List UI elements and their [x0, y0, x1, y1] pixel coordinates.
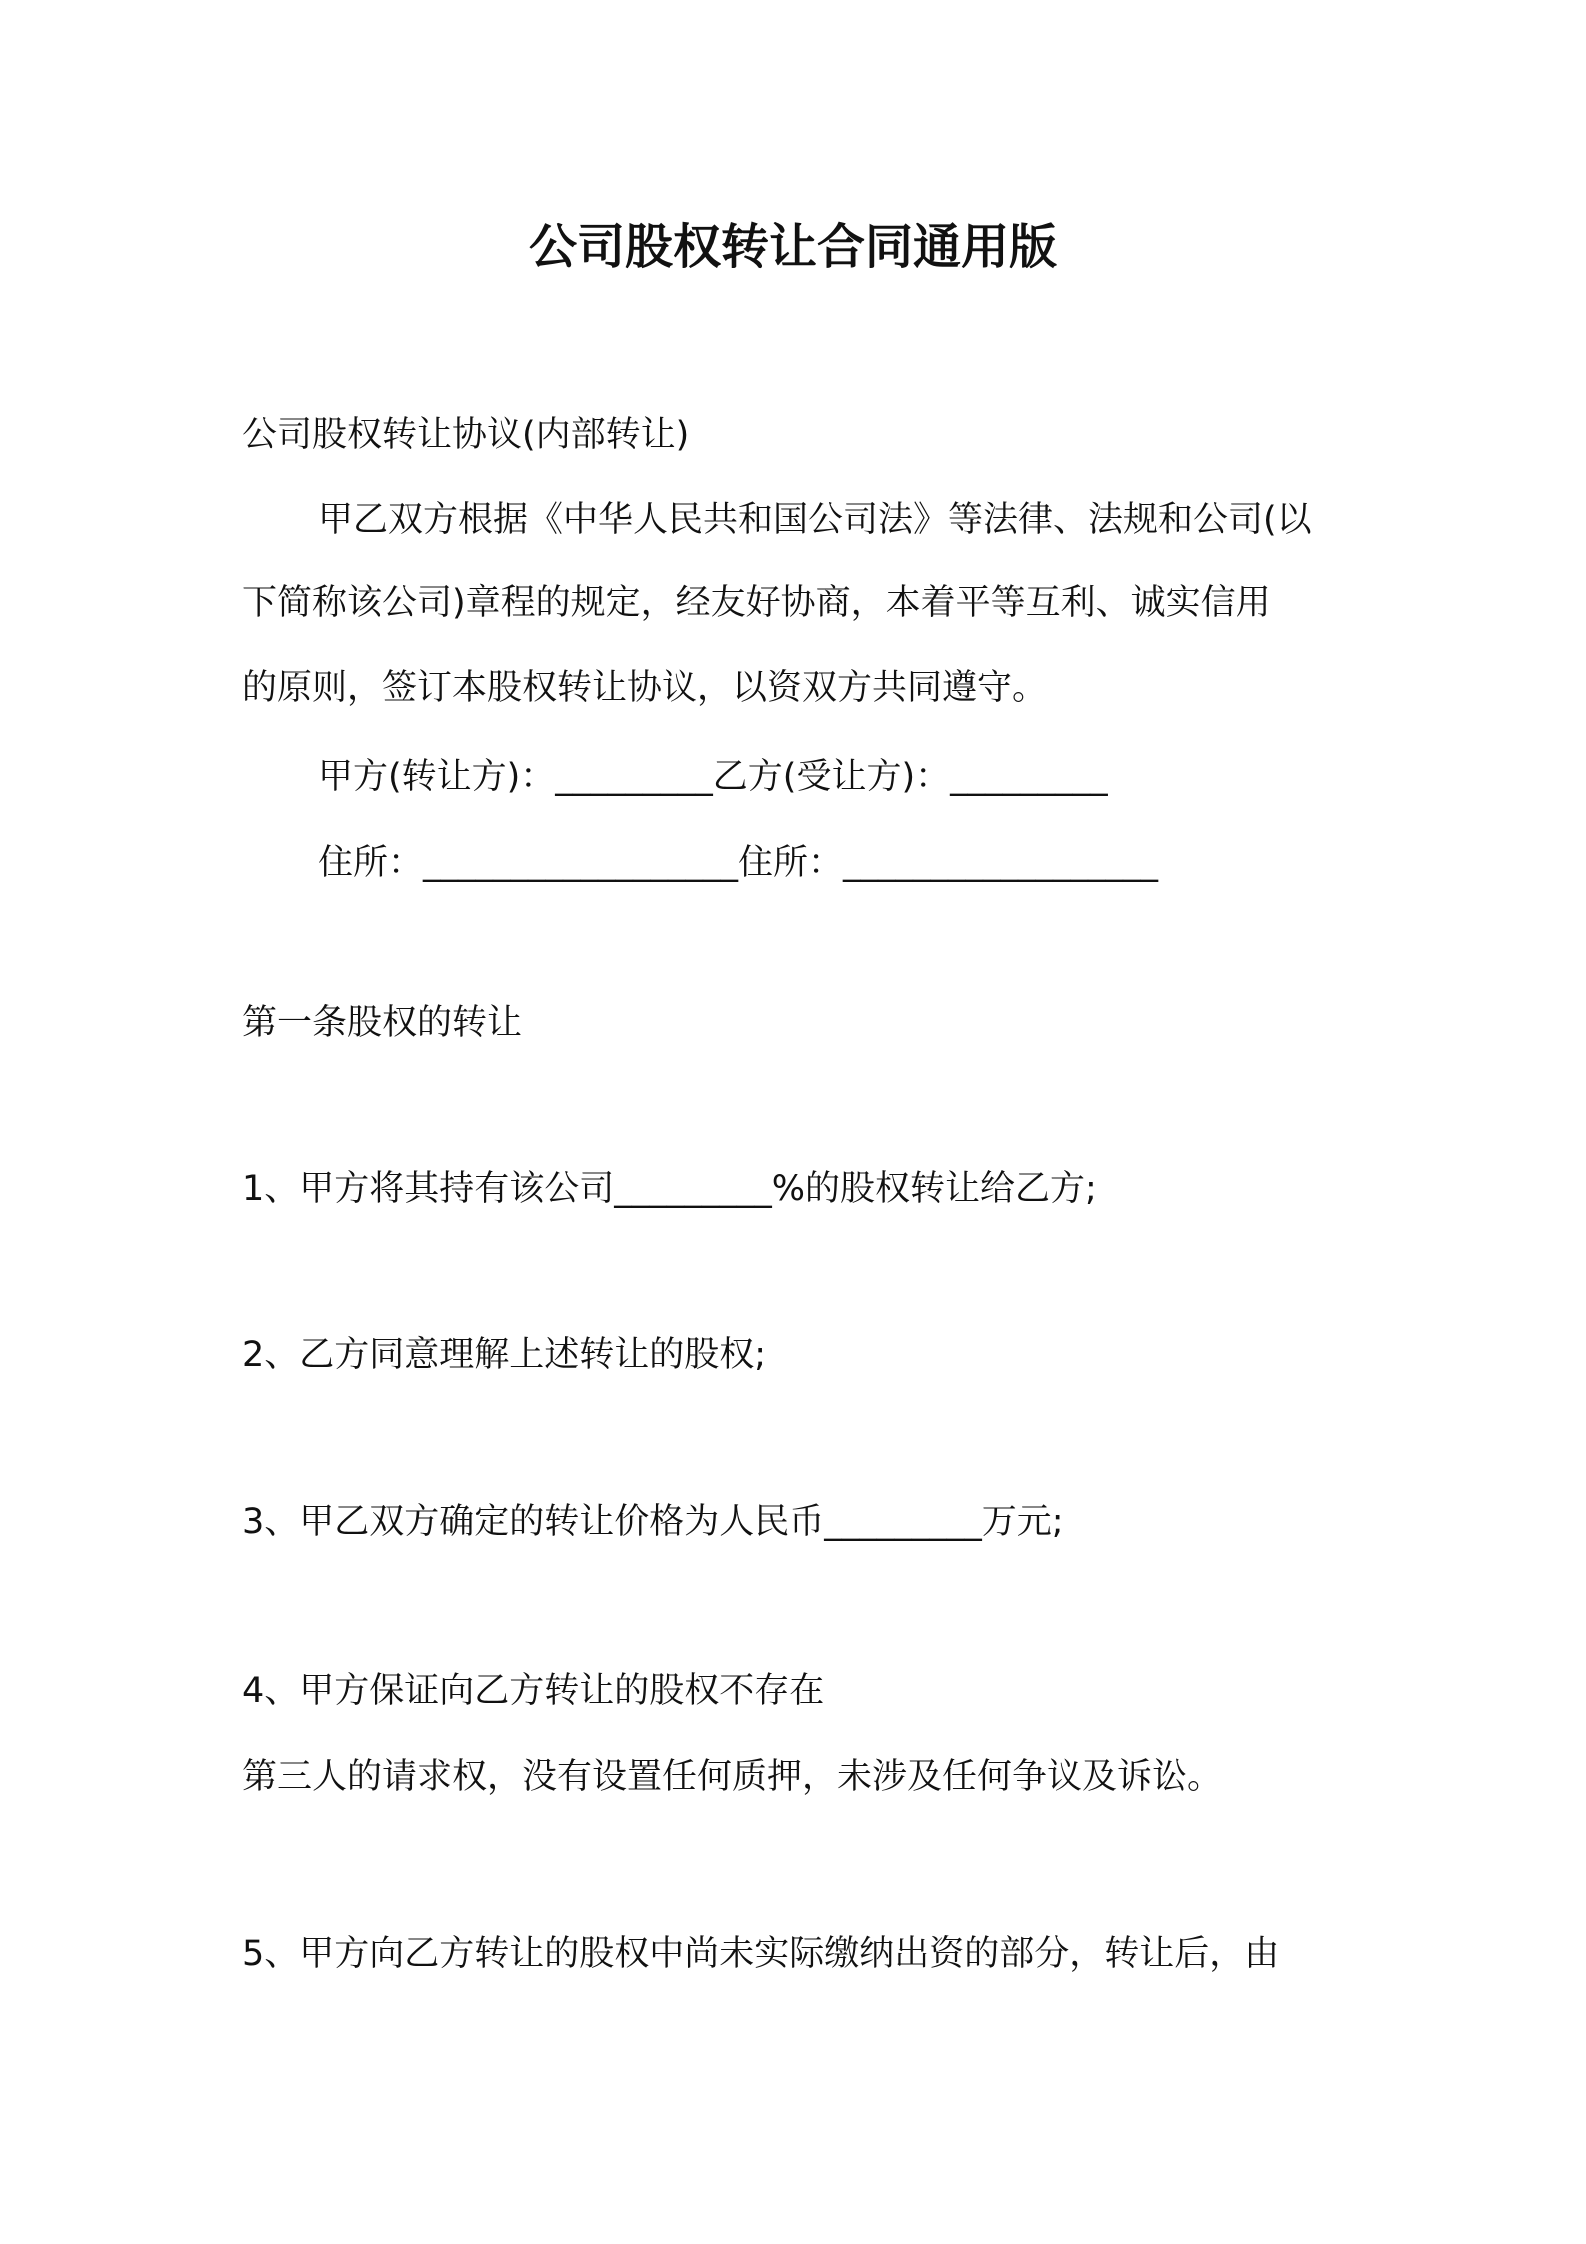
intro-paragraph-line-2: 下简称该公司)章程的规定，经友好协商，本着平等互利、诚实信用: [242, 583, 1271, 623]
clause-item: 4、甲方保证向乙方转让的股权不存在: [242, 1671, 825, 1711]
address-line: 住所：__________________住所：__________________: [318, 843, 1159, 883]
agreement-subtitle: 公司股权转让协议(内部转让): [242, 415, 690, 455]
intro-paragraph-line-1: 甲乙双方根据《中华人民共和国公司法》等法律、法规和公司(以: [318, 500, 1312, 540]
clause-item-continuation: 第三人的请求权，没有设置任何质押，未涉及任何争议及诉讼。: [242, 1757, 1223, 1797]
document-title: 公司股权转让合同通用版: [528, 219, 1057, 275]
party-line: 甲方(转让方)：_________乙方(受让方)：_________: [318, 757, 1108, 797]
intro-paragraph-line-3: 的原则，签订本股权转让协议，以资双方共同遵守。: [242, 668, 1048, 708]
clause-item: 3、甲乙双方确定的转让价格为人民币_________万元;: [242, 1502, 1064, 1542]
clause-item: 5、甲方向乙方转让的股权中尚未实际缴纳出资的部分，转让后，由: [242, 1934, 1280, 1974]
clause-item: 2、乙方同意理解上述转让的股权;: [242, 1335, 767, 1375]
clause-item: 1、甲方将其持有该公司_________%的股权转让给乙方;: [242, 1169, 1097, 1209]
article-heading: 第一条股权的转让: [242, 1003, 523, 1043]
